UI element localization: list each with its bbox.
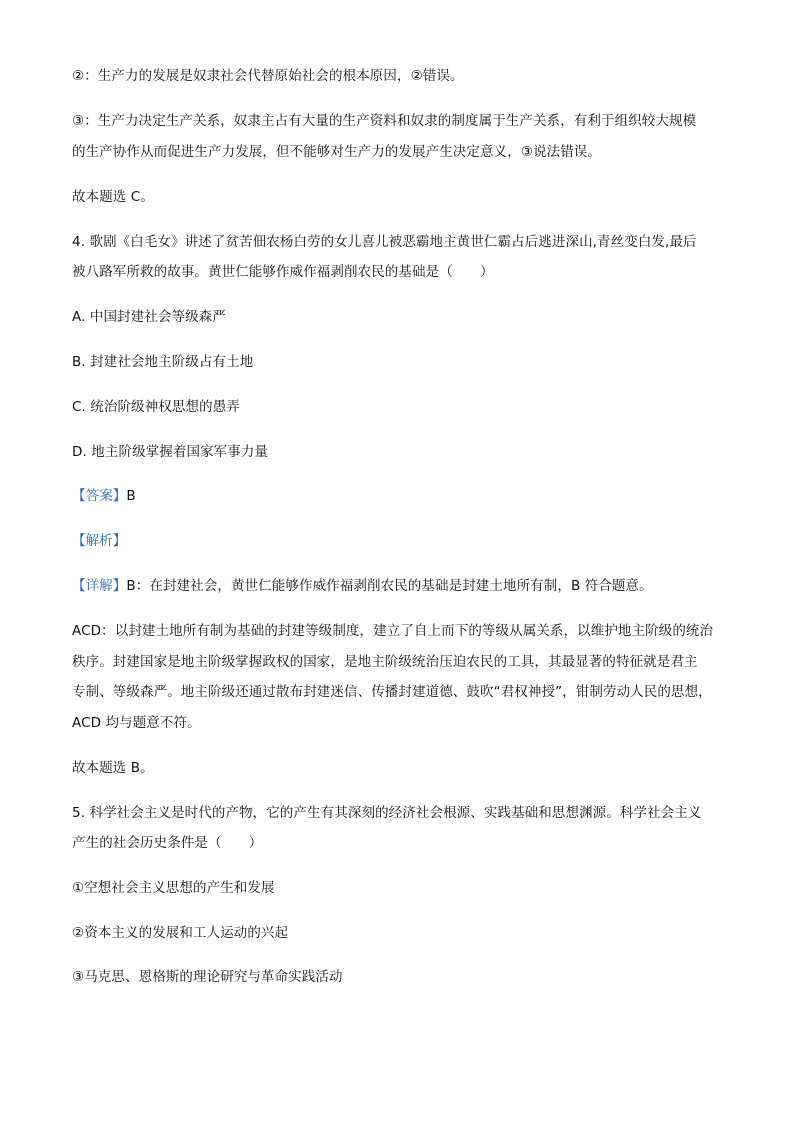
answer-value: B (126, 488, 136, 504)
q5-item-1: ①空想社会主义思想的产生和发展 (72, 880, 275, 896)
q5-item-2: ②资本主义的发展和工人运动的兴起 (72, 925, 289, 941)
q4-answer (72, 486, 732, 506)
q4-option-c: C. 统治阶级神权思想的愚弄 (72, 399, 240, 415)
q4-stem-line2: 被八路军所救的故事。黄世仁能够作威作福剥削农民的基础是（ ） (72, 264, 494, 280)
q3-point2: ②：生产力的发展是奴隶社会代替原始社会的根本原因，②错误。 (72, 68, 464, 84)
q4-acd-line1: ACD：以封建土地所有制为基础的封建等级制度，建立了自上而下的等级从属关系，以维护地主阶级的统治 (72, 623, 714, 639)
q4-conclusion: 故本题选 B。 (72, 760, 154, 776)
detail-text: B：在封建社会，黄世仁能够作威作福剥削农民的基础是封建土地所有制，B 符合题意。 (126, 578, 653, 594)
q5-stem-line1: 5. 科学社会主义是时代的产物，它的产生有其深刻的经济社会根源、实践基础和思想渊源。科学社会主义 (72, 805, 702, 821)
q3-conclusion: 故本题选 C。 (72, 189, 154, 205)
q4-analysis-heading (72, 531, 732, 551)
q5-stem-line2: 产生的社会历史条件是（ ） (72, 835, 263, 851)
q4-acd-line3: 专制、等级森严。地主阶级还通过散布封建迷信、传播封建道德、鼓吹“君权神授”，钳制劳动人民的思想， (72, 684, 712, 700)
q4-option-b: B. 封建社会地主阶级占有土地 (72, 354, 254, 370)
q4-acd-line2: 秩序。封建国家是地主阶级掌握政权的国家，是地主阶级统治压迫农民的工具，其最显著的特征就是君主 (72, 654, 698, 670)
q3-point3-line1: ③：生产力决定生产关系，奴隶主占有大量的生产资料和奴隶的制度属于生产关系，有利于组织较大规模 (72, 113, 697, 129)
q4-option-a: A. 中国封建社会等级森严 (72, 309, 226, 325)
analysis-tag: 【解析】 (72, 533, 127, 549)
detail-tag: 【详解】 (72, 578, 127, 594)
q4-detail (72, 576, 732, 596)
q3-point3-line2: 的生产协作从而促进生产力发展，但不能够对生产力的发展产生决定意义，③说法错误。 (72, 144, 602, 160)
q4-option-d: D. 地主阶级掌握着国家军事力量 (72, 444, 269, 460)
answer-tag: 【答案】 (72, 488, 127, 504)
q5-item-3: ③马克思、恩格斯的理论研究与革命实践活动 (72, 969, 343, 985)
q4-acd-line4: ACD 均与题意不符。 (72, 715, 201, 731)
q4-stem-line1: 4. 歌剧《白毛女》讲述了贫苦佃农杨白劳的女儿喜儿被恶霸地主黄世仁霸占后逃进深山,青丝变白发,最后 (72, 234, 697, 250)
